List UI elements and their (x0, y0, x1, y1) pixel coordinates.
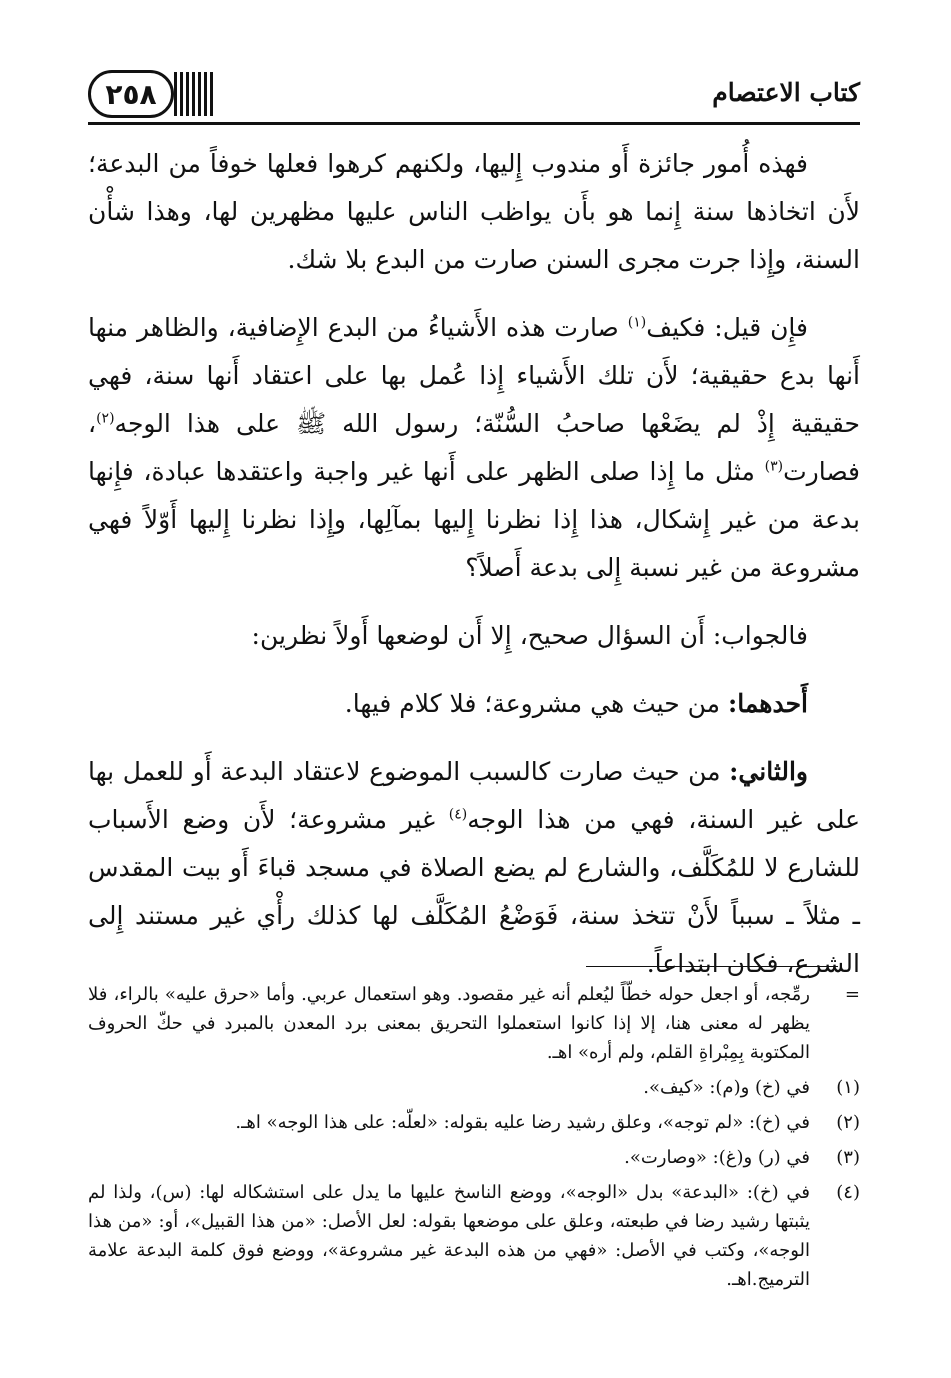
paragraph-4-lead: أَحدهما: (727, 689, 808, 718)
footnote-1 (88, 1073, 860, 1102)
main-text (88, 140, 860, 988)
paragraph-2-part-4: مثل ما إِذا صلى الظهر على أَنها غير واجبة واعتقدها عبادة، فإِنها بدعة من غير إِشكال، هذا إِذا نظرنا إِليها بمآلِها، وإِذا نظرنا إِليها أَوّلاً فهي مشروعة من غير نسبة إِلى بدعة أَصلاً؟ (88, 457, 860, 582)
footnote-ref-2: (٢) (96, 410, 115, 427)
paragraph-4 (88, 680, 860, 728)
paragraph-2-part-3: ، فصارت (88, 409, 860, 486)
footnote-text: في (خ): «لم توجه»، وعلق رشيد رضا عليه بقوله: «لعلّه: على هذا الوجه» اهـ. (235, 1112, 810, 1133)
running-header (88, 60, 860, 130)
header-rule (88, 122, 860, 125)
paragraph-3: فالجواب: أَن السؤال صحيح، إِلا أَن لوضعها أَولاً نظرين: (251, 621, 808, 650)
paragraph-5-part-1: من حيث صارت كالسبب الموضوع لاعتقاد البدعة أَو للعمل بها على غير السنة، فهي من هذا الوجه (88, 757, 861, 834)
footnote-ref-1: (١) (627, 314, 647, 331)
footnote-number: (٣) (836, 1147, 860, 1168)
continuation-mark: = (844, 984, 860, 1005)
footnote-4 (88, 1178, 860, 1294)
footnote-ref-3: (٣) (764, 458, 784, 475)
paragraph-5 (88, 748, 860, 988)
footnote-text: في (خ) و(م): «كيف». (643, 1077, 810, 1098)
page-number-ornament (88, 66, 298, 122)
footnotes (88, 980, 860, 1300)
footnote-continuation (88, 980, 860, 1067)
footnote-2 (88, 1108, 860, 1137)
book-title: كتاب الاعتصام (712, 78, 860, 107)
page-number: ٢٥٨ (88, 70, 174, 118)
footnote-separator (586, 966, 838, 967)
footnote-3 (88, 1143, 860, 1172)
paragraph-2-part-1: فإِن قيل: فكيف (646, 313, 808, 342)
paragraph-5-part-2: غير مشروعة؛ لأَن وضع الأَسباب للشارع لا للمُكَلَّف، والشارع لم يضع الصلاة في مسجد قباءَ أَو بيت المقدس ـ مثلاً ـ سبباً لأَنْ تتخذ سنة، فَوَضْعُ المُكَلَّف لها كذلك رأْي غير مستند إِلى الشرع، فكان ابتداعاً. (88, 805, 860, 978)
paragraph-4-text: من حيث هي مشروعة؛ فلا كلام فيها. (344, 689, 728, 718)
footnote-number: (٤) (836, 1182, 860, 1203)
footnote-ref-4: (٤) (448, 806, 468, 823)
footnote-number: (١) (836, 1077, 860, 1098)
footnote-text: في (ر) و(غ): «وصارت». (624, 1147, 810, 1168)
paragraph-2 (88, 304, 860, 592)
continuation-text: رمِّجه، أو اجعل حوله خطّاً ليُعلم أنه غير مقصود. وهو استعمال عربي. وأما «حرق عليه» بالراء، فلا يظهر له معنى هنا، إلا إذا كانوا استعملوا التحريق بمعنى برد المعدن بالمبرد في حكّ الحروف المكتوبة بِمِبْراةِ القلم، ولم أره» اهـ. (88, 984, 810, 1063)
paragraph-2-part-2: صارت هذه الأَشياءُ من البدع الإِضافية، والظاهر منها أَنها بدع حقيقية؛ لأَن تلك الأَشياء إِذا عُمل بها على اعتقاد أَنها سنة، فهي حقيقية إِذْ لم يضَعْها صاحبُ السُّنّة؛ رسول الله ﷺ على هذا الوجه (88, 313, 860, 438)
ornament-bars (174, 70, 216, 118)
paragraph-1: فهذه أُمور جائزة أَو مندوب إِليها، ولكنهم كرهوا فعلها خوفاً من البدعة؛ لأَن اتخاذها سنة إِنما هو بأَن يواظب الناس عليها مظهرين لها، وهذا شأْن السنة، وإِذا جرت مجرى السنن صارت من البدع بلا شك. (88, 149, 860, 274)
paragraph-5-lead: والثاني: (729, 757, 808, 786)
footnote-text: في (خ): «البدعة» بدل «الوجه»، ووضع الناسخ عليها ما يدل على استشكاله لها: (س)، ولذا لم يثبتها رشيد رضا في طبعته، وعلق على موضعها بقوله: لعل الأصل: «من هذا القبيل»، أو: «من هذا الوجه»، وكتب في الأصل: «فهي من هذه البدعة غير مشروعة»، ووضع فوق كلمة البدعة علامة الترميج.اهـ. (88, 1182, 810, 1290)
footnote-number: (٢) (836, 1112, 860, 1133)
